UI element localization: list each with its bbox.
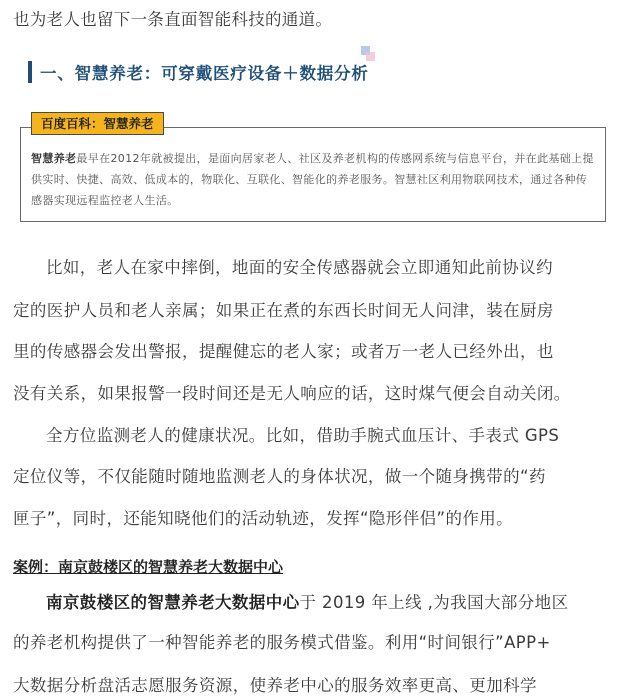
quote-tag: 百度百科：智慧养老 <box>31 112 164 135</box>
case-lead-bold: 南京鼓楼区的智慧养老大数据中心 <box>46 593 300 612</box>
case-paragraph-line <box>46 589 617 613</box>
intro-text: 也为老人也留下一条直面智能科技的通道。 <box>13 10 333 29</box>
paragraph-line: 定位仪等，不仅能随时随地监测老人的身体状况，做一个随身携带的“药 <box>13 467 546 486</box>
paragraph-line: 比如，老人在家中摔倒，地面的安全传感器就会立即通知此前协议约 <box>46 258 553 277</box>
quote-term: 智慧养老 <box>31 152 77 165</box>
section-title: 一、智慧养老：可穿戴医疗设备＋数据分析 <box>40 64 369 83</box>
paragraph-line: 里的传感器会发出警报，提醒健忘的老人家；或者万一老人已经外出，也 <box>13 342 554 361</box>
paragraph-line: 全方位监测老人的健康状况。比如，借助手腕式血压计、手表式 GPS <box>46 426 560 445</box>
case-title: 案例：南京鼓楼区的智慧养老大数据中心 <box>13 558 284 576</box>
quote-text <box>31 148 595 211</box>
section-accent-bar <box>28 61 32 83</box>
case-paragraph-line: 大数据分析盘活志愿服务资源，使养老中心的服务效率更高、更加科学 <box>13 676 537 695</box>
case-paragraph-line: 的养老机构提供了一种智能养老的服务模式借鉴。利用“时间银行”APP+ <box>13 633 551 652</box>
paragraph-line: 匣子”，同时，还能知晓他们的活动轨迹，发挥“隐形伴侣”的作用。 <box>13 509 514 528</box>
quote-body: 最早在2012年就被提出，是面向居家老人、社区及养老机构的传感网系统与信息平台，并在此基础上提供实时、快捷、高效、低成本的，物联化、互联化、智能化的养老服务。智慧社区利用物联网技术，通过各种传感器实现远程监控老人生活。 <box>31 152 594 207</box>
paragraph-line: 定的医护人员和老人亲属；如果正在煮的东西长时间无人问津，装在厨房 <box>13 301 554 320</box>
paragraph-line: 没有关系，如果报警一段时间还是无人响应的话，这时煤气便会自动关闭。 <box>13 384 571 403</box>
case-lead-rest: 于 2019 年上线 ,为我国大部分地区 <box>299 593 569 612</box>
encyclopedia-quote-box <box>20 127 606 222</box>
